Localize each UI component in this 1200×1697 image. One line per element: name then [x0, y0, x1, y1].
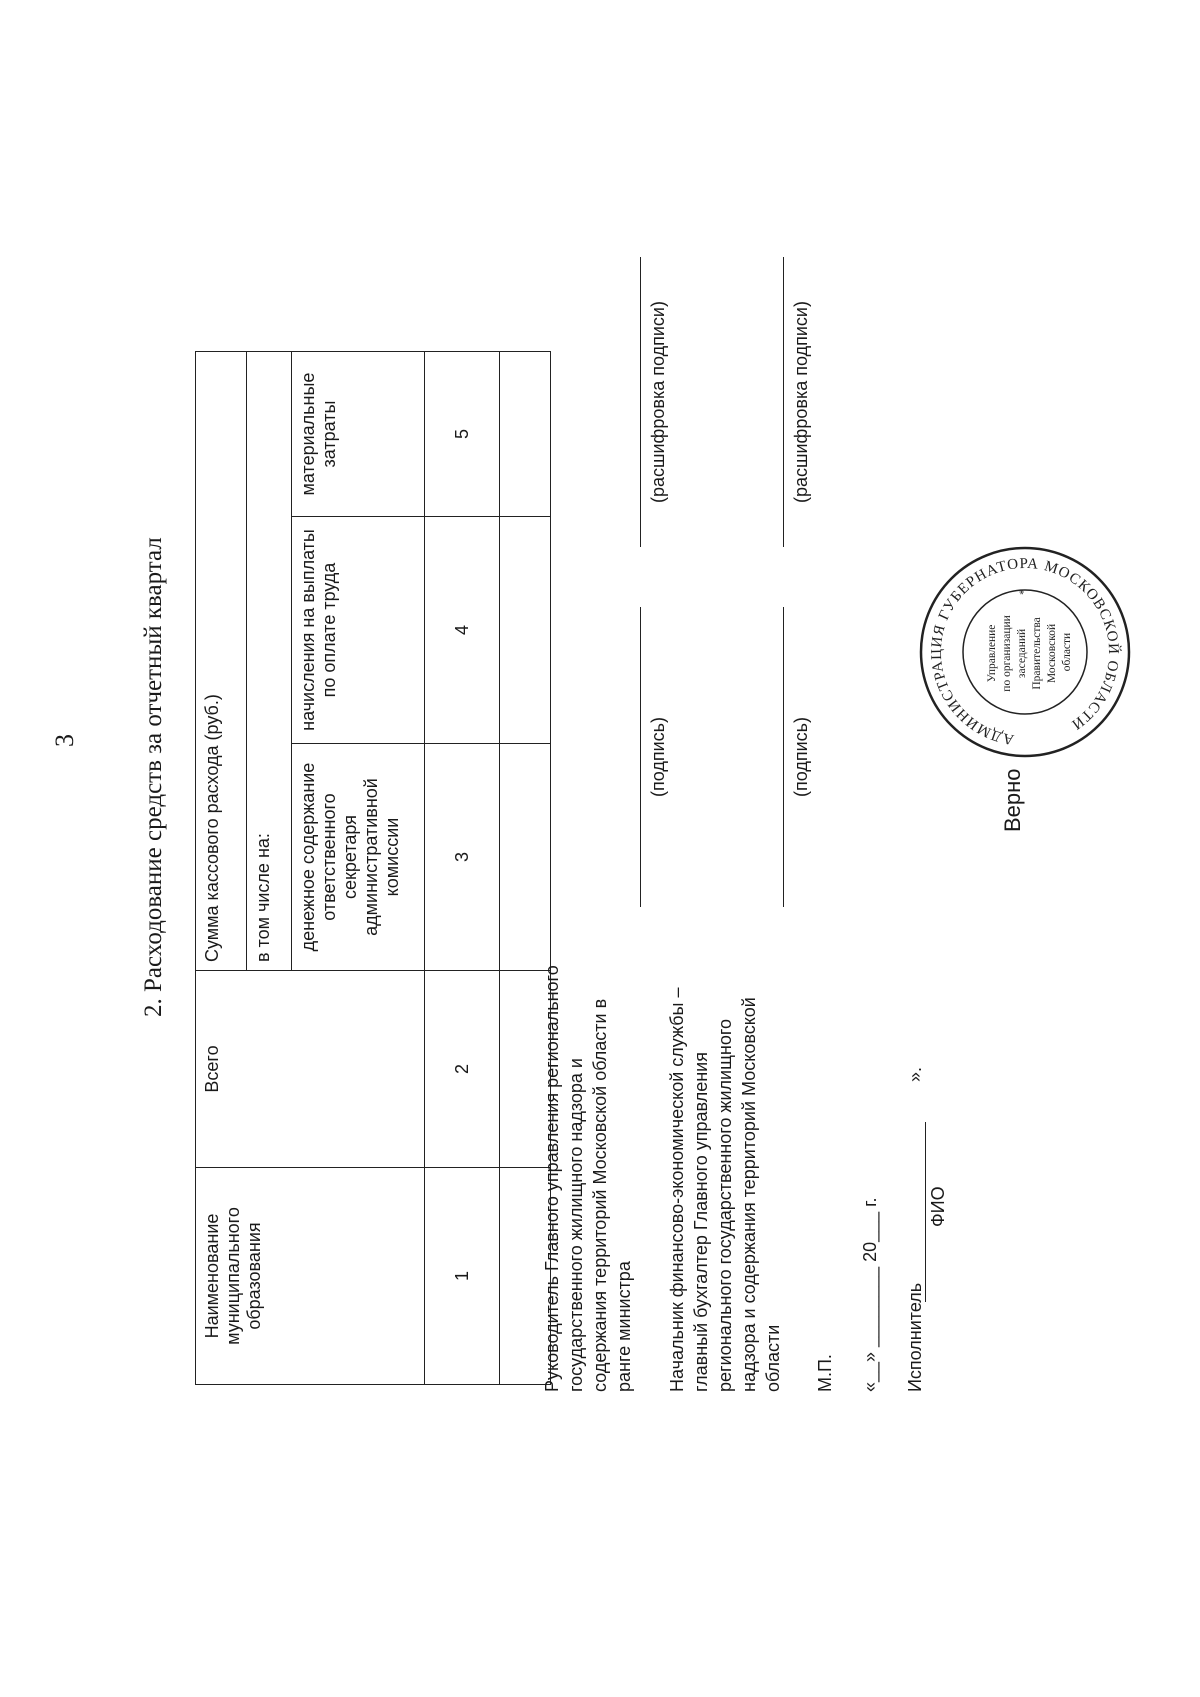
table-cell	[500, 517, 551, 744]
table-cell	[500, 352, 551, 517]
signatory-2-position: Начальник финансово-экономической службы – главный бухгалтер Главного управления регионального государственного жилищного надзора и содержания территорий Московской области	[667, 987, 783, 1392]
decode-caption: (расшифровка подписи)	[791, 301, 811, 503]
svg-text:*: *	[1016, 589, 1030, 595]
seal-inner-line: заседаний	[1016, 628, 1028, 679]
signature-line	[640, 607, 641, 907]
stamp-place: М.П.	[815, 1354, 835, 1392]
decode-line	[783, 257, 784, 547]
seal-outer-text: АДМИНИСТРАЦИЯ ГУБЕРНАТОРА МОСКОВСКОЙ ОБЛАСТИ	[928, 555, 1122, 748]
header-including: в том числе на:	[247, 352, 292, 971]
date-line: «__» ________ 20___ г.	[860, 1197, 880, 1392]
col-number: 5	[425, 352, 500, 517]
executor-line	[925, 1122, 926, 1302]
header-secretary-salary: денежное содержание ответственного секретаря административной комиссии	[292, 744, 425, 971]
seal-inner-line: Московской	[1046, 623, 1058, 684]
seal-inner-line: Правительства	[1031, 617, 1043, 690]
header-sum: Сумма кассового расхода (руб.)	[196, 352, 247, 971]
executor-suffix: ».	[905, 1066, 925, 1082]
decode-line	[640, 257, 641, 547]
seal-inner-line: Управление	[986, 624, 998, 683]
verno-label: Верно	[1000, 768, 1025, 832]
svg-text:Управление по организа	[986, 612, 1073, 691]
signature-caption: (подпись)	[791, 716, 811, 798]
signature-line	[783, 607, 784, 907]
header-municipality: Наименование муниципального образования	[196, 1168, 425, 1385]
header-payroll-charges: начисления на выплаты по оплате труда	[292, 517, 425, 744]
expense-table	[195, 351, 551, 1385]
signature-caption: (подпись)	[648, 716, 668, 798]
page-number: 3	[50, 734, 79, 747]
col-number: 4	[425, 517, 500, 744]
decode-caption: (расшифровка подписи)	[648, 301, 668, 503]
section-heading: 2. Расходование средств за отчетный квартал	[140, 537, 167, 1017]
official-seal	[915, 542, 1135, 762]
executor-fio: ФИО	[928, 1186, 948, 1227]
col-number: 1	[425, 1168, 500, 1385]
col-number: 3	[425, 744, 500, 971]
seal-inner-line: по организации	[1001, 615, 1013, 692]
col-number: 2	[425, 971, 500, 1168]
signatory-1-position: Руководитель Главного управления регионального государственного жилищного надзора и содержания территорий Московской области в ранге министра	[542, 965, 634, 1392]
header-material-costs: материальные затраты	[292, 352, 425, 517]
table-cell	[500, 744, 551, 971]
executor-label: Исполнитель	[905, 1282, 925, 1392]
seal-inner-line: области	[1061, 632, 1073, 672]
header-total: Всего	[196, 971, 425, 1168]
